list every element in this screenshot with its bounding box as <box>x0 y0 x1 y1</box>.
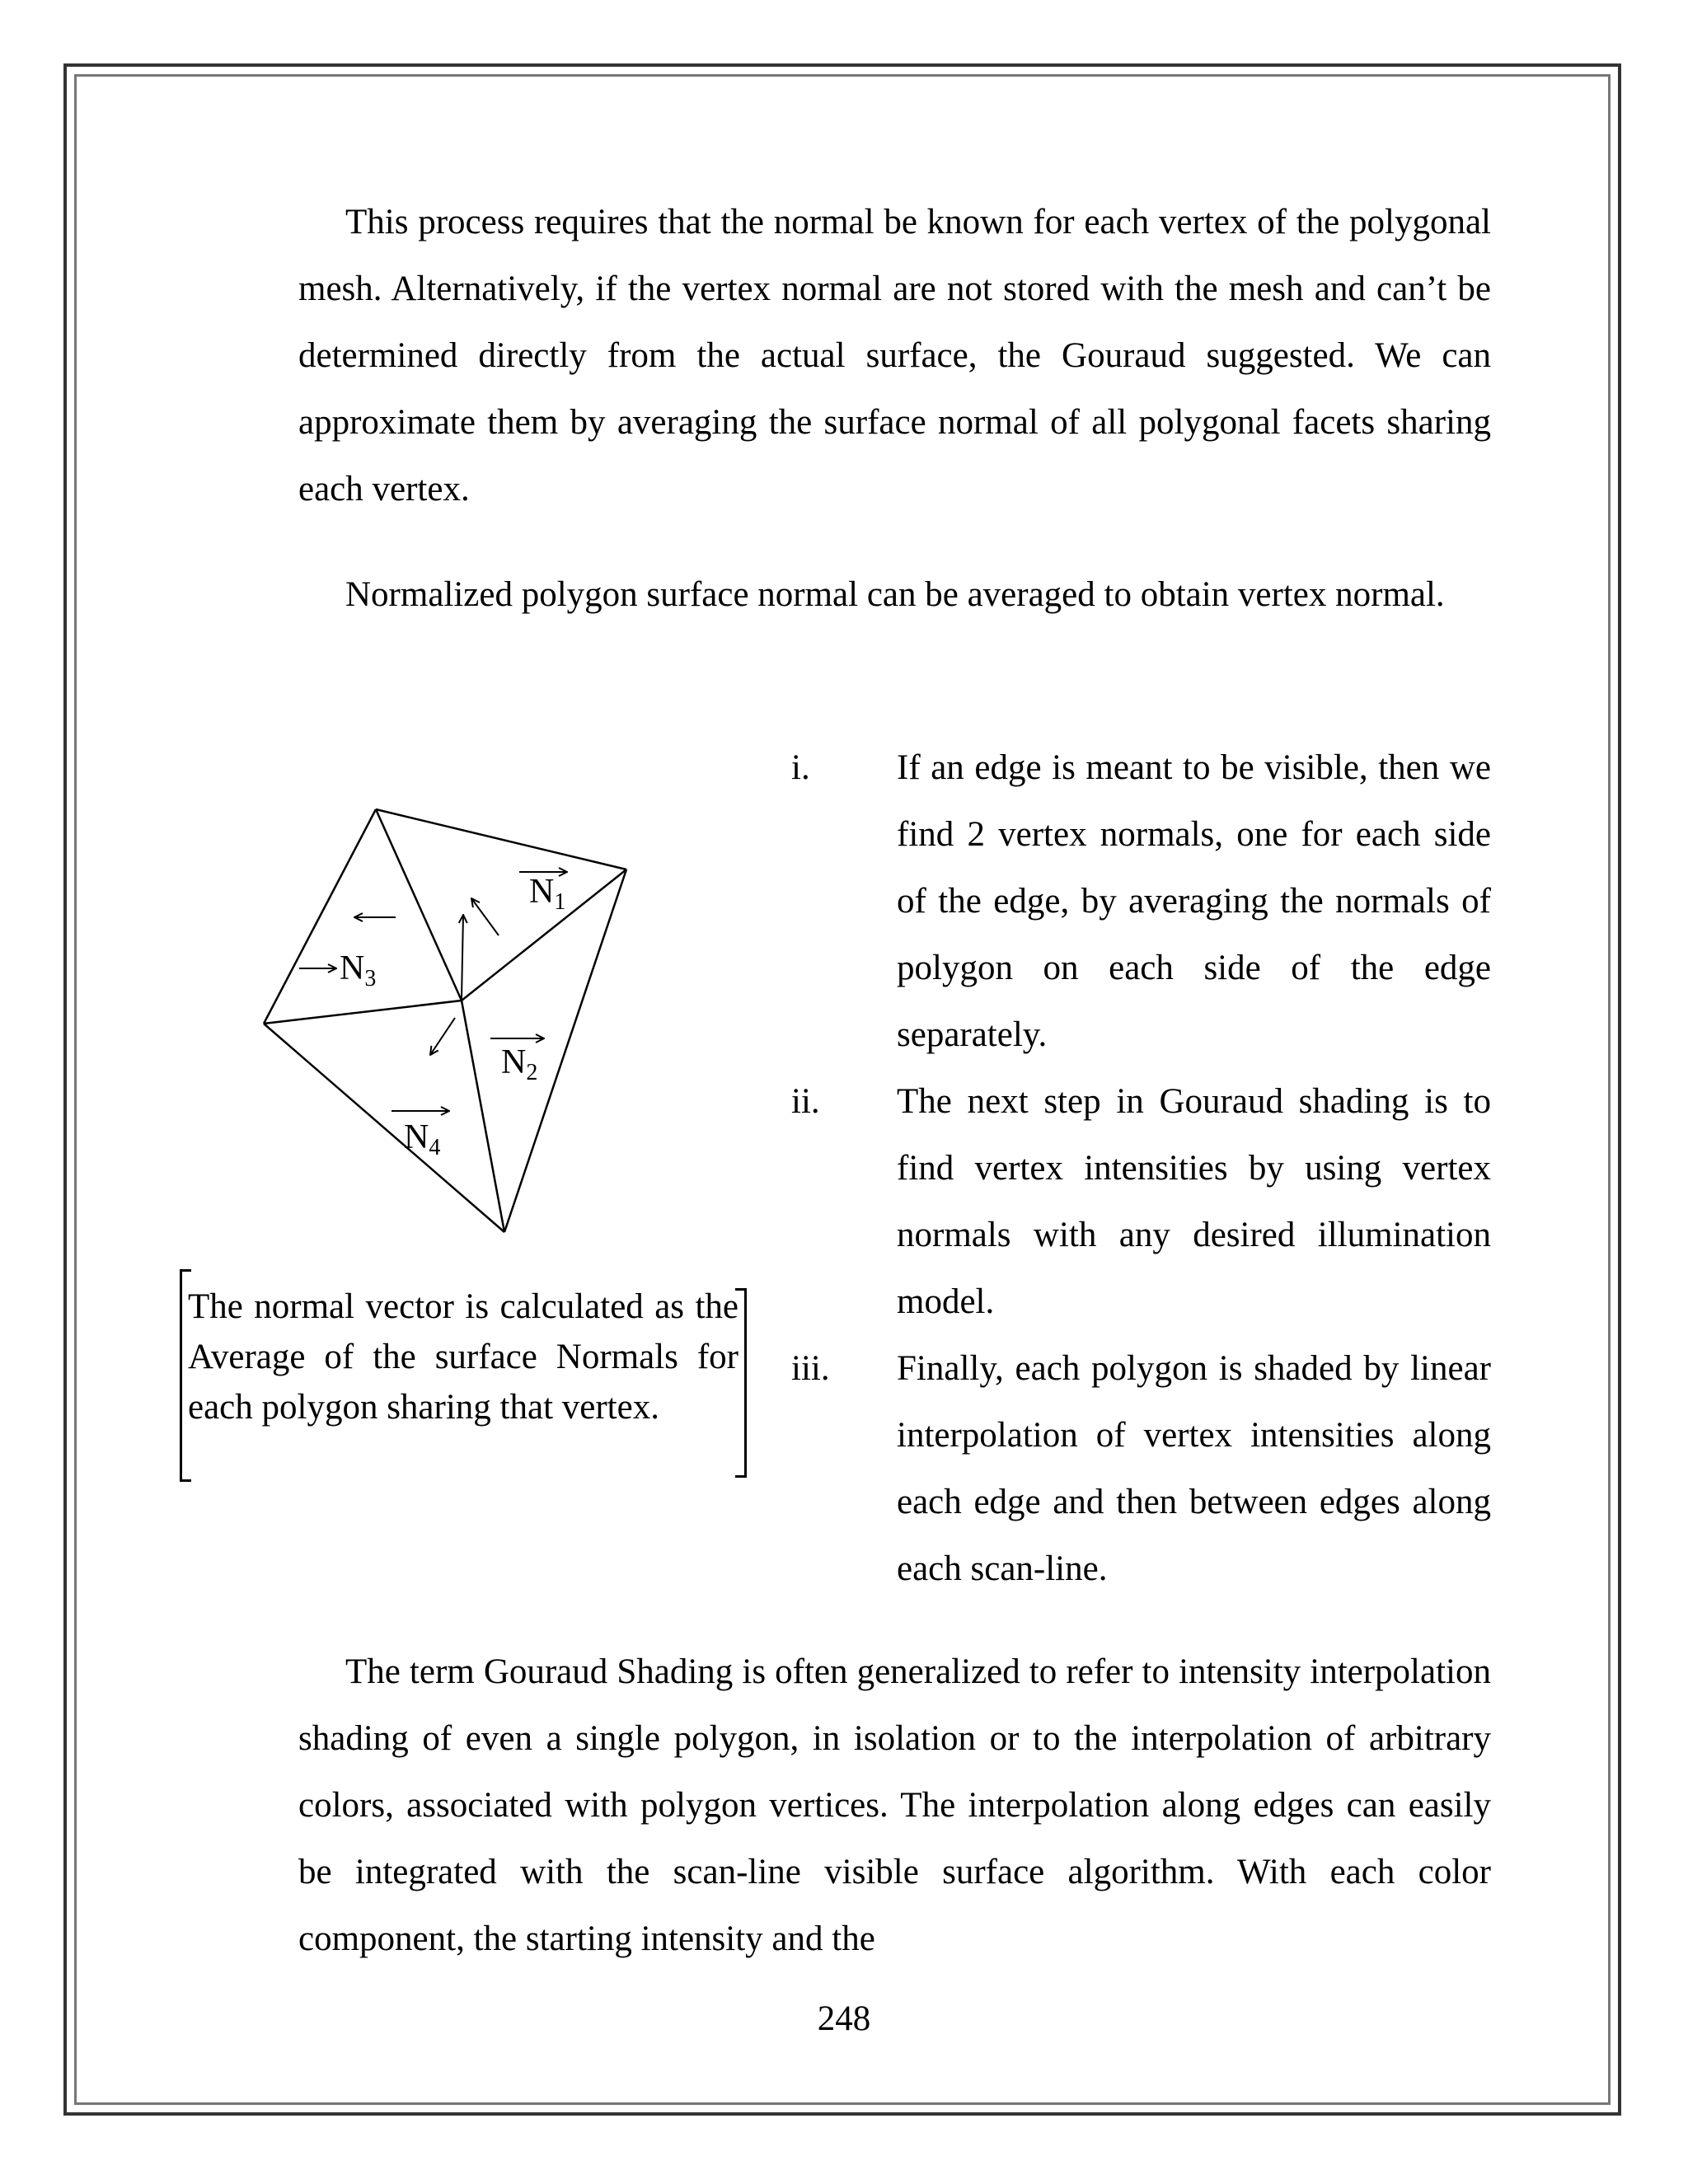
arrow-up-icon <box>462 915 463 999</box>
edge-bottom-left <box>264 1024 504 1232</box>
list-text: The next step in Gouraud shading is to find vertex intensities by using vertex normals with any desired illumination model. <box>897 1082 1491 1321</box>
edge-top-center <box>376 809 462 1001</box>
label-n1: N1 <box>529 873 566 915</box>
label-n4: N4 <box>404 1118 441 1160</box>
list-number: iii. <box>791 1349 830 1388</box>
diagram-caption: The normal vector is calculated as the Average of the surface Normals for each polygon sharing that vertex. <box>188 1287 738 1427</box>
edge-left-center <box>264 1001 462 1024</box>
paragraph-vertex-normal-requirement: This process requires that the normal be known for each vertex of the polygonal mesh. Alternatively, if the vertex normal are not stored with the mesh and can’t be determined directly from the actual surface, the Gouraud suggested. We can approximate them by averaging the surface normal of all polygonal facets sharing each vertex. <box>298 203 1491 509</box>
arrow-up-left-icon <box>471 898 499 935</box>
normal-labels <box>340 873 565 1160</box>
label-n3: N3 <box>340 949 377 991</box>
polygon-mesh-edges <box>264 809 626 1232</box>
edge-bottom-center <box>462 1001 504 1232</box>
arrow-down-left-icon <box>430 1018 455 1055</box>
label-n2: N2 <box>501 1043 538 1085</box>
paragraph-gouraud-generalization: The term Gouraud Shading is often generalized to refer to intensity interpolation shading of even a single polygon, in isolation or to the interpolation of arbitrary colors, associated with polygon vertices. The interpolation along edges can easily be integrated with the scan-line visible surface algorithm. With each color component, the starting intensity and the <box>298 1652 1491 1958</box>
list-number: i. <box>791 748 810 787</box>
edge-top-right <box>376 809 626 869</box>
list-text: Finally, each polygon is shaded by linear interpolation of vertex intensities along each edge and then between edges along each scan-line. <box>897 1349 1491 1588</box>
paragraph-normalized-normal: Normalized polygon surface normal can be averaged to obtain vertex normal. <box>345 575 1445 614</box>
list-text: If an edge is meant to be visible, then we find 2 vertex normals, one for each side of the edge, by averaging the normals of polygon on each side of the edge separately. <box>897 748 1491 1054</box>
page-number: 248 <box>817 1999 871 2038</box>
list-number: ii. <box>791 1082 820 1121</box>
vertex-normal-diagram <box>247 791 643 1286</box>
